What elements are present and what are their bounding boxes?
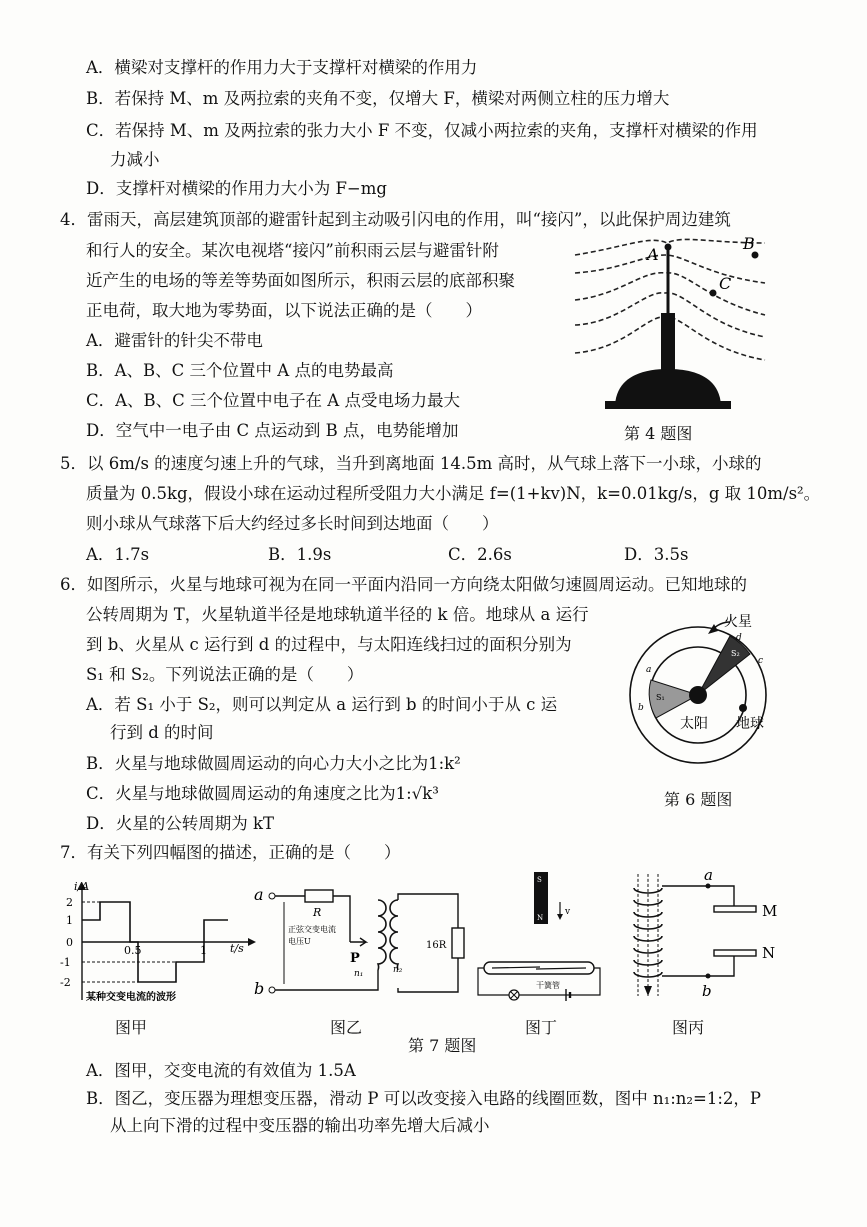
primary-coil bbox=[378, 900, 386, 970]
label-s: S bbox=[537, 876, 542, 884]
label-c: c bbox=[758, 656, 764, 666]
q6-stem-line2: 公转周期为 T，火星轨道半径是地球轨道半径的 k 倍。地球从 a 运行 bbox=[86, 605, 589, 624]
q5-option-b: B．1.9s bbox=[268, 545, 332, 564]
field-arrow bbox=[644, 986, 652, 996]
secondary-coil bbox=[390, 900, 398, 970]
q6-stem-line1: 6．如图所示，火星与地球可视为在同一平面内沿同一方向绕太阳做匀速圆周运动。已知地球的 bbox=[60, 575, 747, 594]
tick-y-neg2: -2 bbox=[60, 976, 71, 989]
label-c: C bbox=[719, 274, 732, 293]
ylabel: i/A bbox=[74, 880, 90, 893]
point-a bbox=[665, 244, 672, 251]
q7-fig-ding-caption: 图丁 bbox=[525, 1018, 558, 1037]
q6-option-a-line1: A．若 S₁ 小于 S₂，则可以判定从 a 运行到 b 的时间小于从 c 运 bbox=[86, 695, 558, 714]
q5-stem-line2: 质量为 0.5kg，假设小球在运动过程所受阻力大小满足 f=(1+kv)N，k=0.01kg/s，g 取 10m/s²。 bbox=[86, 484, 821, 503]
q6-stem-line4: S₁ 和 S₂。下列说法正确的是（ ） bbox=[86, 665, 364, 684]
q4-stem-line3: 近产生的电场的等差等势面如图所示，积雨云层的底部积聚 bbox=[86, 271, 515, 290]
q7-figure-jia bbox=[58, 880, 258, 1010]
q4-option-b: B．A、B、C 三个位置中 A 点的电势最高 bbox=[86, 361, 394, 380]
q4-lightning-rod-figure bbox=[565, 225, 775, 425]
label-reed: 干簧管 bbox=[536, 981, 560, 990]
label-a: a bbox=[704, 868, 713, 884]
q7-fig-bing-caption: 图丙 bbox=[672, 1018, 705, 1037]
q6-option-a-line2: 行到 d 的时间 bbox=[110, 723, 214, 742]
terminal-a-dot bbox=[269, 893, 275, 899]
terminal-b-dot bbox=[269, 987, 275, 993]
q6-orbit-figure bbox=[620, 610, 770, 780]
q7-figure-caption: 第 7 题图 bbox=[408, 1036, 477, 1055]
coil-wire-bottom bbox=[662, 956, 734, 976]
plate-n bbox=[714, 950, 756, 956]
label-a: a bbox=[646, 665, 652, 675]
q5-option-a: A．1.7s bbox=[86, 545, 150, 564]
q6-stem-line3: 到 b、火星从 c 运行到 d 的过程中，与太阳连线扫过的面积分别为 bbox=[86, 635, 572, 654]
tick-y-0: 0 bbox=[66, 936, 73, 949]
q5-stem-line1: 5．以 6m/s 的速度匀速上升的气球，当升到离地面 14.5m 高时，从气球上落下一小球，小球的 bbox=[60, 454, 762, 473]
q3-option-c-line2: 力减小 bbox=[110, 150, 160, 169]
label-b: b bbox=[638, 703, 644, 713]
rod-body bbox=[661, 313, 675, 377]
desc-2: 电压U bbox=[288, 937, 311, 946]
slider-p-arrow bbox=[350, 938, 366, 946]
sector-s2 bbox=[698, 636, 750, 695]
q4-stem-line1: 4．雷雨天，高层建筑顶部的避雷针起到主动吸引闪电的作用，叫“接闪”，以此保护周边建筑 bbox=[60, 210, 731, 229]
label-b: B bbox=[743, 234, 755, 253]
q7-fig-jia-caption: 图甲 bbox=[115, 1018, 148, 1037]
q6-option-d: D．火星的公转周期为 kT bbox=[86, 814, 274, 833]
secondary-circuit-bottom bbox=[398, 958, 458, 992]
sun-icon bbox=[689, 686, 707, 704]
desc-1: 正弦交变电流 bbox=[288, 925, 336, 934]
q3-option-d: D．支撑杆对横梁的作用力大小为 F−mg bbox=[86, 179, 387, 198]
q6-option-b: B．火星与地球做圆周运动的向心力大小之比为1:k² bbox=[86, 754, 461, 773]
coil-wire-top bbox=[662, 886, 734, 906]
label-m: M bbox=[762, 902, 778, 920]
label-s2: S₂ bbox=[731, 649, 740, 658]
label-16r: 16R bbox=[426, 940, 447, 951]
secondary-circuit bbox=[398, 894, 458, 928]
q7-fig-yi-caption: 图乙 bbox=[330, 1018, 363, 1037]
q6-figure-caption: 第 6 题图 bbox=[664, 790, 733, 809]
label-n1: n₁ bbox=[354, 969, 364, 979]
label-sun: 太阳 bbox=[680, 716, 708, 732]
xlabel: t/s bbox=[230, 942, 244, 955]
terminal-b: b bbox=[254, 979, 265, 998]
earth-icon bbox=[739, 704, 747, 712]
label-n: N bbox=[762, 944, 776, 962]
q7-figure-ding bbox=[474, 870, 604, 1005]
q7-stem: 7．有关下列四幅图的描述，正确的是（ ） bbox=[60, 843, 401, 862]
q7-figure-yi bbox=[250, 880, 470, 1010]
label-v: v bbox=[565, 907, 571, 917]
ground-base bbox=[605, 401, 731, 409]
q3-option-c-line1: C．若保持 M、m 及两拉索的张力大小 F 不变，仅减小两拉索的夹角，支撑杆对横梁的作用 bbox=[86, 121, 758, 140]
q7-option-a: A．图甲，交变电流的有效值为 1.5A bbox=[86, 1061, 356, 1080]
plate-m bbox=[714, 906, 756, 912]
resistor-r bbox=[305, 890, 333, 902]
q5-option-d: D．3.5s bbox=[624, 545, 689, 564]
q7-option-b-line2: 从上向下滑的过程中变压器的输出功率先增大后减小 bbox=[110, 1116, 490, 1135]
reed-contact-2 bbox=[536, 968, 586, 969]
resistor-16r bbox=[452, 928, 464, 958]
q4-option-a: A．避雷针的针尖不带电 bbox=[86, 331, 263, 350]
terminal-a-dot bbox=[706, 884, 711, 889]
label-n2: n₂ bbox=[393, 965, 403, 975]
equipotential-line-3 bbox=[575, 273, 765, 315]
q4-stem-line4: 正电荷，取大地为零势面，以下说法正确的是（ ） bbox=[86, 301, 482, 320]
point-c bbox=[710, 290, 717, 297]
label-mars: 火星 bbox=[724, 614, 752, 630]
q3-option-b: B．若保持 M、m 及两拉索的夹角不变，仅增大 F，横梁对两侧立柱的压力增大 bbox=[86, 89, 670, 108]
q4-figure-caption: 第 4 题图 bbox=[624, 424, 693, 443]
rod-base-dome bbox=[615, 369, 721, 405]
label-earth: 地球 bbox=[736, 716, 764, 732]
waveform-desc: 某种交变电流的波形 bbox=[86, 992, 176, 1003]
tick-y-1: 1 bbox=[66, 914, 73, 927]
q4-option-c: C．A、B、C 三个位置中电子在 A 点受电场力最大 bbox=[86, 391, 460, 410]
q7-option-b-line1: B．图乙，变压器为理想变压器，滑动 P 可以改变接入电路的线圈匝数，图中 n₁:n₂=1:2，P bbox=[86, 1089, 761, 1108]
tick-x-05: 0.5 bbox=[124, 944, 142, 957]
label-b: b bbox=[702, 982, 712, 1000]
q4-stem-line2: 和行人的安全。某次电视塔“接闪”前积雨云层与避雷针附 bbox=[86, 241, 499, 260]
tick-x-1: 1 bbox=[200, 944, 207, 957]
label-s1: S₁ bbox=[656, 693, 665, 702]
label-r: R bbox=[313, 906, 322, 919]
velocity-arrow-head bbox=[557, 914, 563, 920]
q5-stem-line3: 则小球从气球落下后大约经过多长时间到达地面（ ） bbox=[86, 514, 499, 533]
q5-option-c: C．2.6s bbox=[448, 545, 512, 564]
q7-figure-bing bbox=[624, 868, 794, 1008]
label-d: d bbox=[736, 633, 742, 643]
label-a: A bbox=[647, 245, 659, 264]
label-n: N bbox=[537, 914, 544, 922]
tick-y-2: 2 bbox=[66, 896, 73, 909]
q4-option-d: D．空气中一电子由 C 点运动到 B 点，电势能增加 bbox=[86, 421, 459, 440]
terminal-b-dot bbox=[706, 974, 711, 979]
tick-y-neg1: -1 bbox=[60, 956, 71, 969]
reed-contact-1 bbox=[492, 967, 540, 968]
label-p: P bbox=[350, 951, 360, 966]
q3-option-a: A．横梁对支撑杆的作用力大于支撑杆对横梁的作用力 bbox=[86, 58, 478, 77]
equipotential-line-2 bbox=[575, 255, 765, 283]
q6-option-c: C．火星与地球做圆周运动的角速度之比为1:√k³ bbox=[86, 784, 439, 803]
primary-wire-top2 bbox=[333, 896, 350, 942]
terminal-a: a bbox=[254, 885, 264, 904]
